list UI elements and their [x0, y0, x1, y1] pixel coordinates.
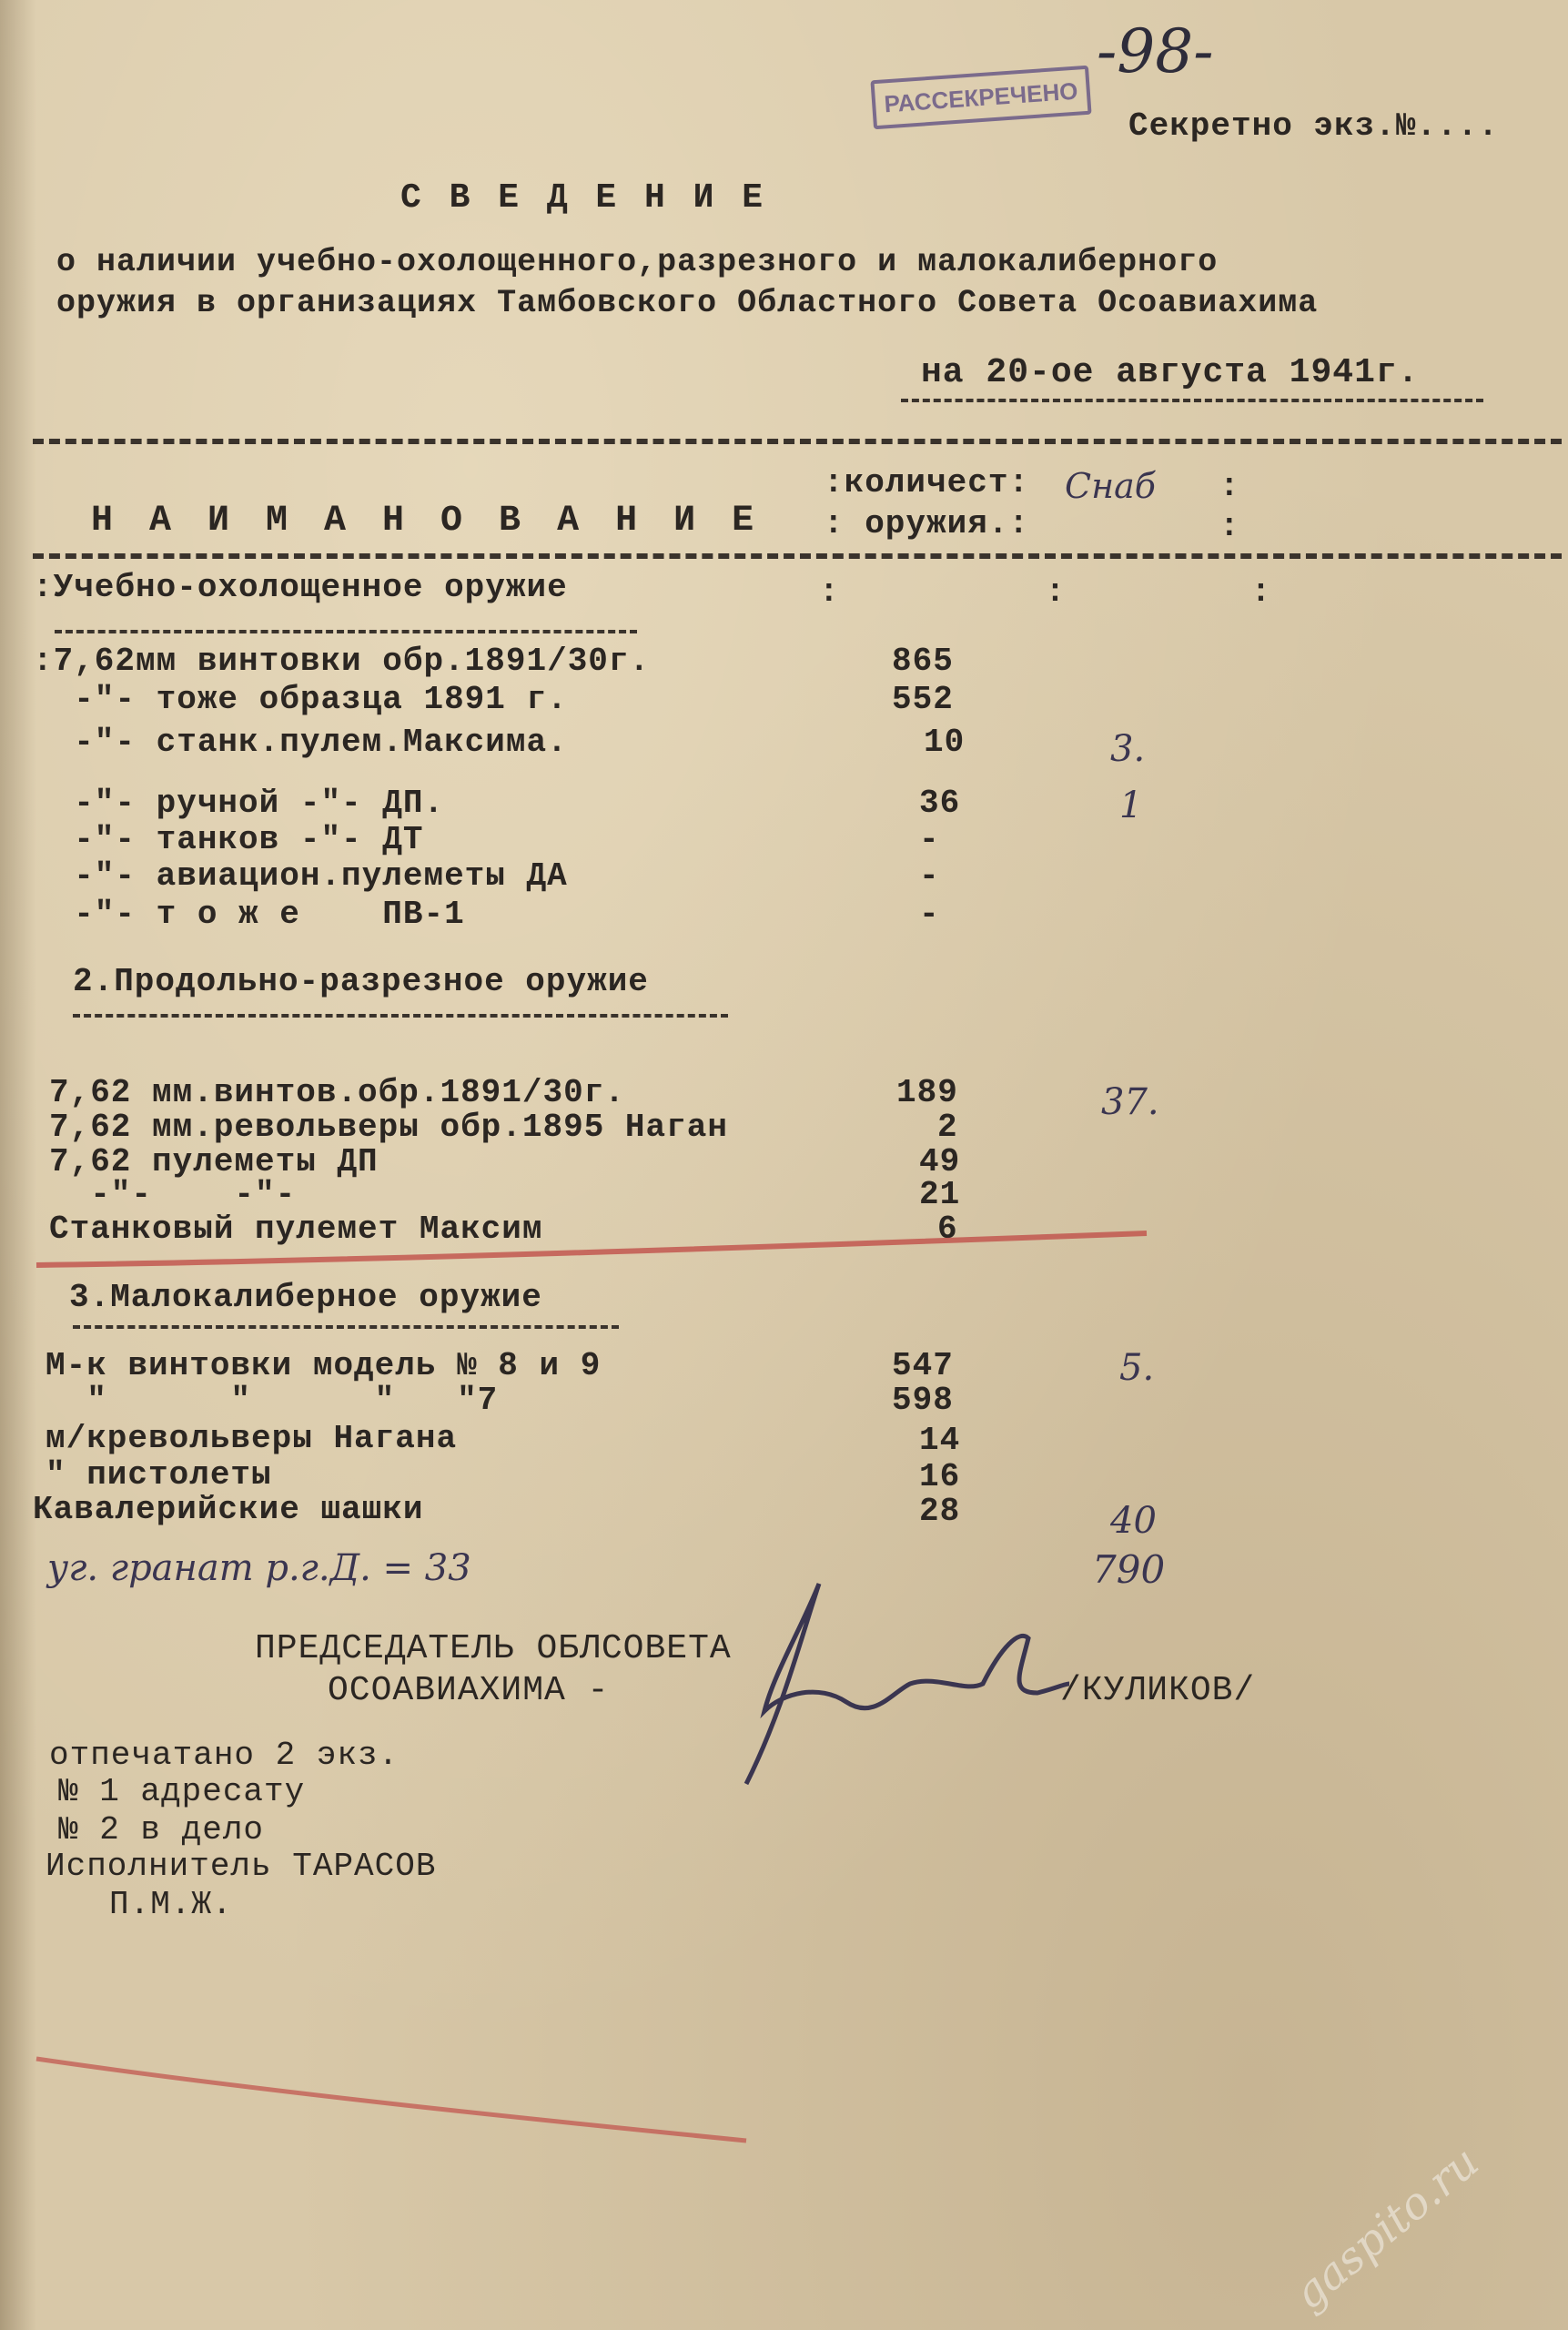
declassified-stamp: РАССЕКРЕЧЕНО — [870, 66, 1091, 130]
header-colon-2: : — [1219, 508, 1240, 545]
table-row-name: -"- танков -"- ДТ — [33, 821, 424, 858]
header-colon-1: : — [1219, 468, 1240, 505]
handwritten-note: 37. — [1101, 1081, 1159, 1123]
table-row-qty: 6 — [937, 1211, 958, 1248]
table-row-qty: 2 — [937, 1109, 958, 1146]
table-row-qty: 36 — [919, 785, 961, 822]
handwritten-snab-note: Снаб — [1065, 466, 1156, 506]
handwritten-signature — [746, 1584, 1069, 1784]
section-1-colons: : : : — [819, 573, 1272, 611]
watermark: gaspito.ru — [1283, 2136, 1489, 2320]
handwritten-note: 5. — [1119, 1347, 1155, 1389]
footer-line-4: Исполнитель ТАРАСОВ — [46, 1848, 437, 1885]
table-row-name: -"- т о ж е ПВ-1 — [33, 896, 465, 933]
signer-name: /КУЛИКОВ/ — [1060, 1671, 1256, 1710]
table-row-qty: 14 — [919, 1422, 961, 1459]
table-row-qty: 10 — [924, 724, 966, 761]
table-row-name: Станковый пулемет Максим — [49, 1211, 543, 1248]
table-row-name: М-к винтовки модель № 8 и 9 — [46, 1347, 602, 1384]
table-row-qty: 865 — [892, 643, 954, 680]
table-row-name: " пистолеты — [46, 1456, 272, 1494]
signature-title-line-2: ОСОАВИАХИМА - — [328, 1671, 610, 1710]
table-row-name: -"- станк.пулем.Максима. — [33, 724, 568, 761]
page-number: -98- — [1097, 16, 1214, 86]
table-row-qty: - — [919, 857, 940, 895]
footer-line-1: отпечатано 2 экз. — [49, 1737, 400, 1774]
document-title: С В Е Д Е Н И Е — [400, 178, 767, 218]
footer-line-5: П.М.Ж. — [109, 1886, 233, 1923]
table-row-name: " " " "7 — [46, 1382, 499, 1419]
footer-line-2: № 1 адресату — [58, 1773, 306, 1810]
header-qty-line-2: : оружия.: — [824, 505, 1030, 542]
table-row-name: :7,62мм винтовки обр.1891/30г. — [33, 643, 651, 680]
secret-mark: Секретно экз.№.... — [1128, 107, 1499, 145]
table-row-qty: 28 — [919, 1493, 961, 1530]
footer-line-3: № 2 в дело — [58, 1811, 265, 1849]
table-row-name: м/кревольверы Нагана — [46, 1420, 458, 1457]
subtitle-line-1: о наличии учебно-охолощенного,разрезного и малокалиберного — [56, 244, 1219, 280]
header-qty-line-1: :количест: — [824, 464, 1030, 501]
table-row-name: -"- авиацион.пулеметы ДА — [33, 857, 568, 895]
red-pencil-line-bottom — [36, 2059, 746, 2141]
table-row-qty: - — [919, 821, 940, 858]
section-1-title: :Учебно-охолощенное оружие — [33, 569, 568, 606]
table-row-qty: 547 — [892, 1347, 954, 1384]
table-row-qty: 552 — [892, 681, 954, 718]
subtitle-line-2: оружия в организациях Тамбовского Областного Совета Осоавиахима — [56, 285, 1319, 321]
table-row-name: -"- тоже образца 1891 г. — [33, 681, 568, 718]
handwritten-note: 40 — [1110, 1500, 1157, 1542]
table-row-qty: - — [919, 896, 940, 933]
table-row-qty: 49 — [919, 1143, 961, 1180]
signature-title-line-1: ПРЕДСЕДАТЕЛЬ ОБЛСОВЕТА — [255, 1629, 732, 1668]
table-row-name: 7,62 мм.револьверы обр.1895 Наган — [49, 1109, 728, 1146]
handwritten-note: 1 — [1119, 785, 1143, 826]
handwritten-grenade-note: уг. гранат р.г.Д. = 33 — [47, 1547, 471, 1589]
table-row-qty: 21 — [919, 1176, 961, 1213]
section-3-title: 3.Малокалиберное оружие — [69, 1279, 542, 1316]
table-row-qty: 598 — [892, 1382, 954, 1419]
table-row-name: -"- ручной -"- ДП. — [33, 785, 445, 822]
table-row-name: 7,62 мм.винтов.обр.1891/30г. — [49, 1074, 625, 1111]
date-line: на 20-ое августа 1941г. — [921, 353, 1420, 392]
section-2-title: 2.Продольно-разрезное оружие — [73, 963, 649, 1000]
handwritten-total: 790 — [1092, 1547, 1166, 1592]
red-pencil-line — [36, 1233, 1147, 1265]
table-row-name: Кавалерийские шашки — [33, 1491, 424, 1528]
handwritten-note: 3. — [1110, 728, 1146, 770]
table-row-qty: 189 — [896, 1074, 958, 1111]
header-name-column: Н А И М А Н О В А Н И Е — [91, 501, 762, 542]
table-row-name: 7,62 пулеметы ДП — [49, 1143, 379, 1180]
table-row-qty: 16 — [919, 1458, 961, 1495]
table-row-name: -"- -"- — [49, 1176, 297, 1213]
